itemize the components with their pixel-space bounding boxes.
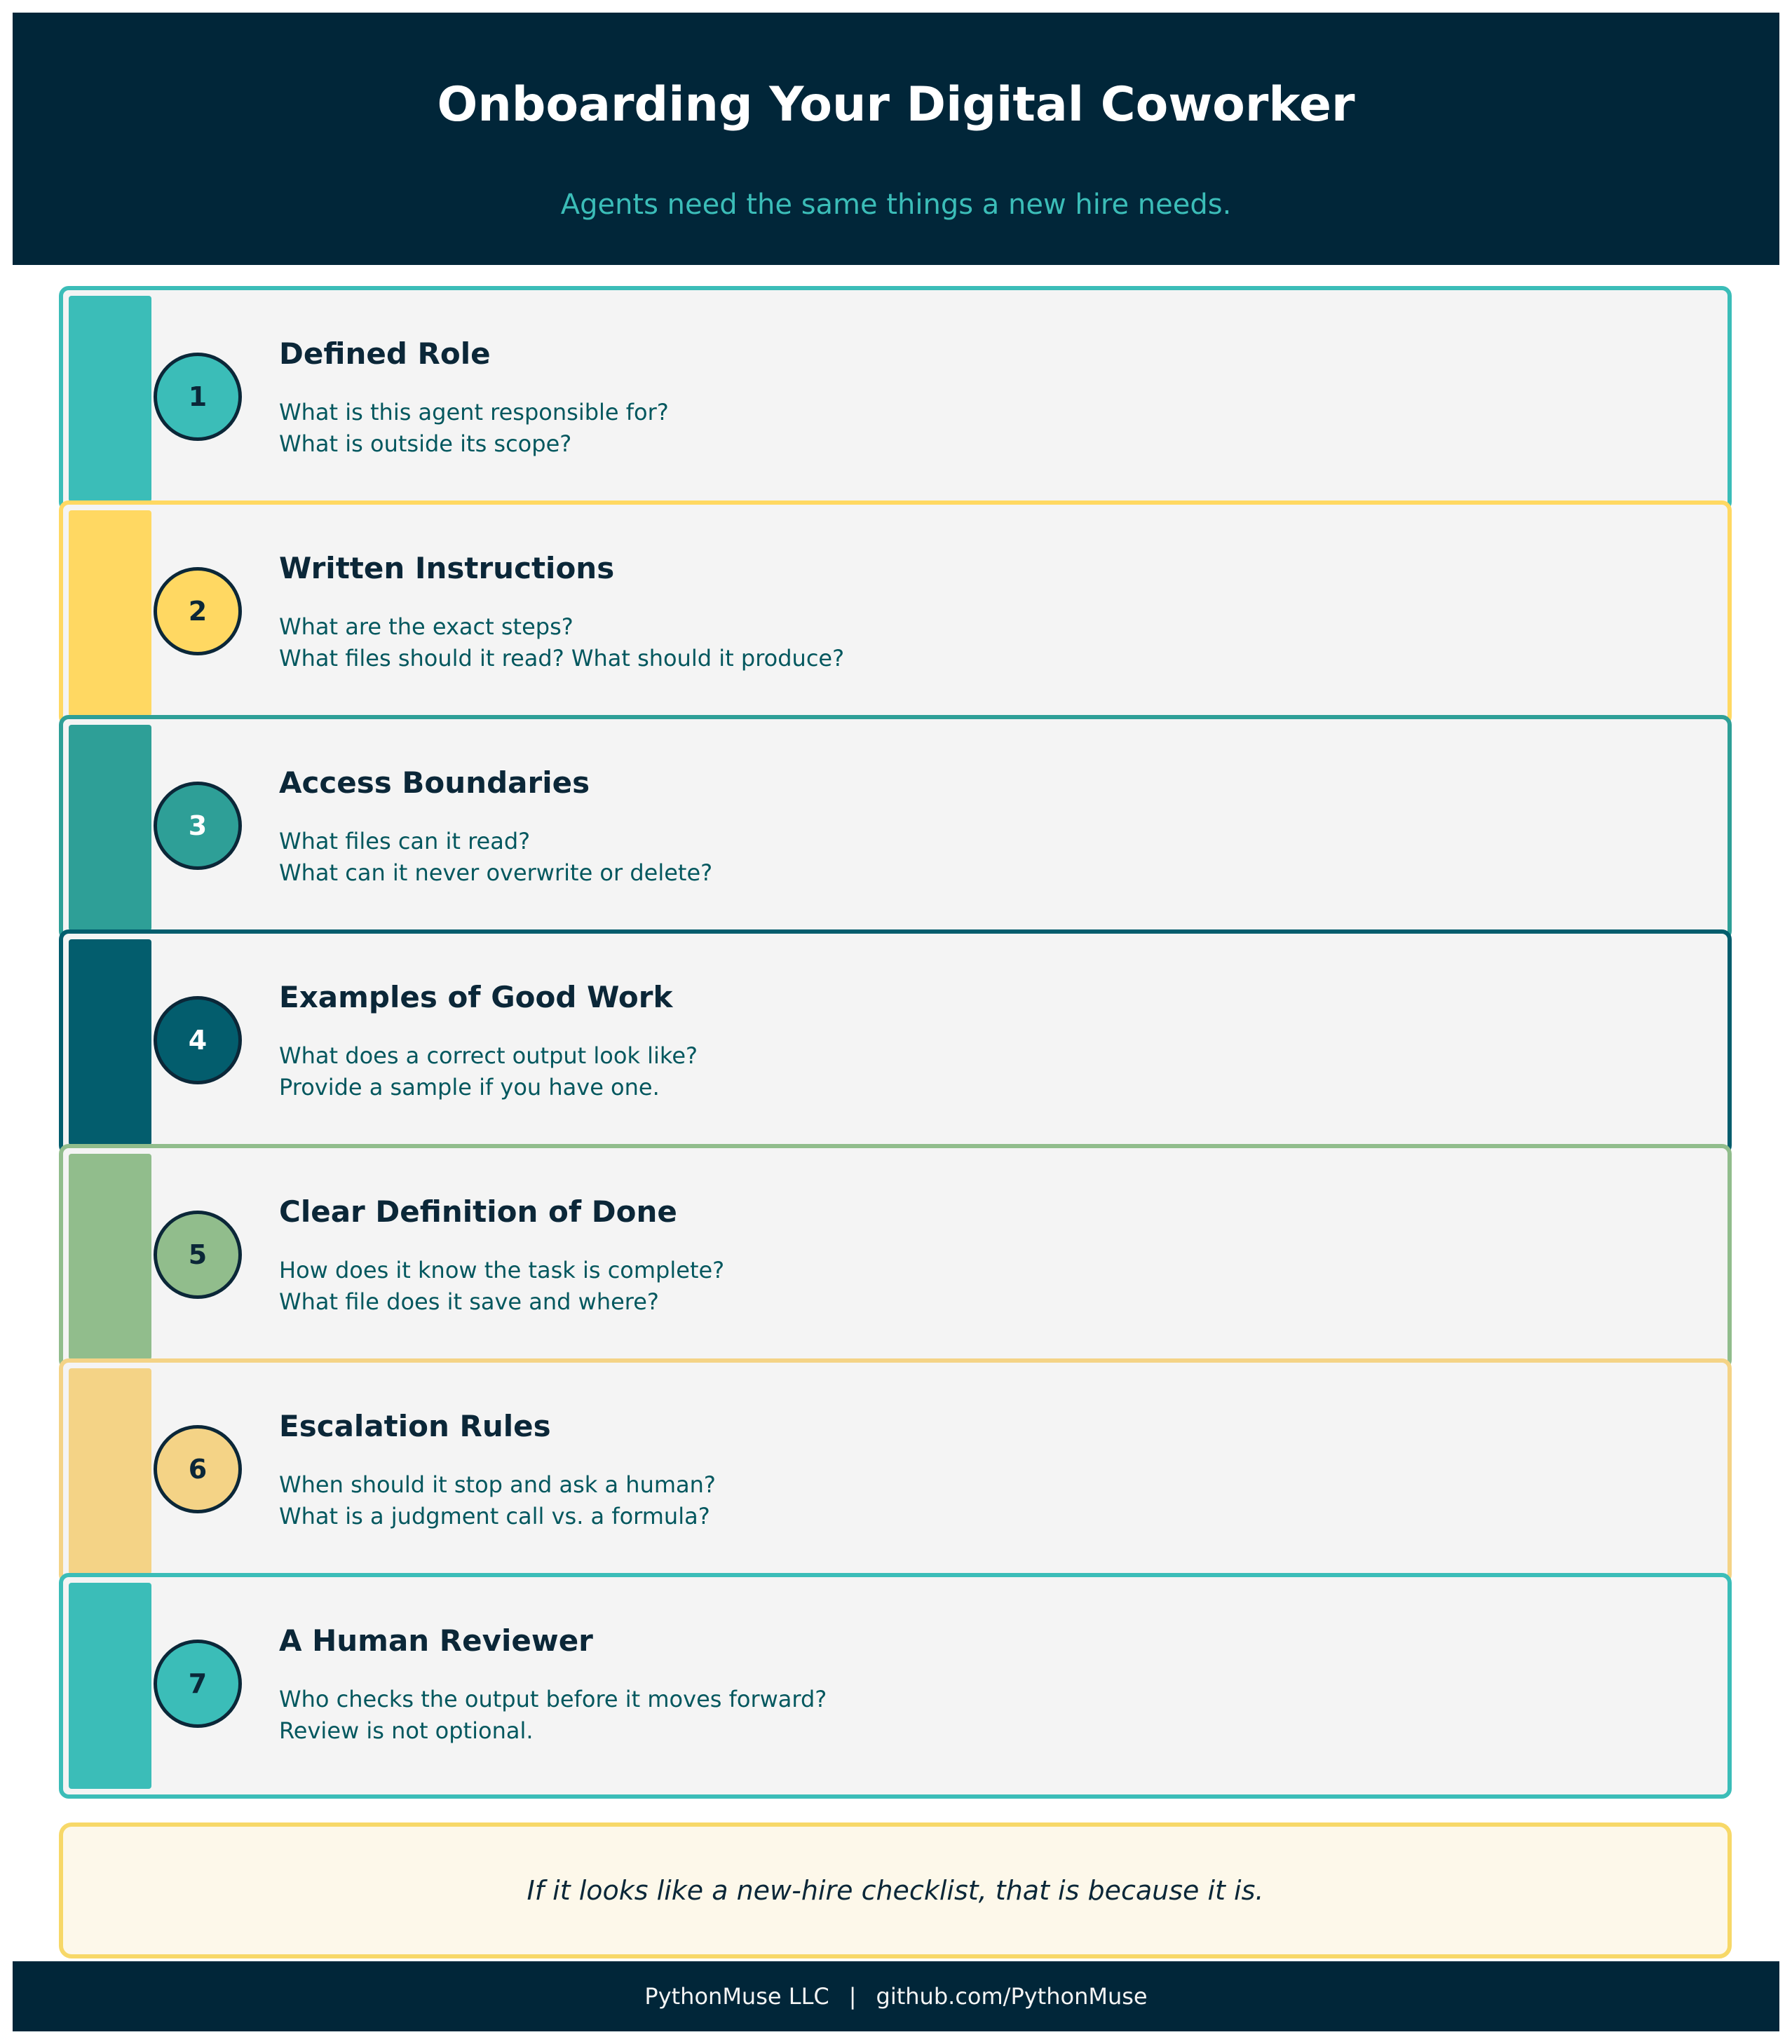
step-color-stripe <box>69 725 151 931</box>
step-question: Provide a sample if you have one. <box>279 1074 660 1101</box>
step-number-badge: 7 <box>154 1640 242 1728</box>
step-question: Review is not optional. <box>279 1717 534 1744</box>
header-banner <box>13 13 1779 265</box>
step-question: What can it never overwrite or delete? <box>279 859 713 886</box>
step-title: A Human Reviewer <box>279 1623 593 1658</box>
step-question: What are the exact steps? <box>279 613 573 640</box>
footer-separator: | <box>848 1983 857 2010</box>
step-title: Clear Definition of Done <box>279 1194 677 1229</box>
step-card <box>59 286 1732 512</box>
step-title: Defined Role <box>279 336 491 371</box>
step-color-stripe <box>69 939 151 1145</box>
step-title: Examples of Good Work <box>279 980 673 1014</box>
step-question: What is a judgment call vs. a formula? <box>279 1503 710 1529</box>
step-color-stripe <box>69 296 151 502</box>
step-question: Who checks the output before it moves forward? <box>279 1686 827 1712</box>
step-card <box>59 1573 1732 1799</box>
footer-link[interactable]: github.com/PythonMuse <box>876 1983 1148 2010</box>
step-card <box>59 929 1732 1155</box>
summary-note-text: If it looks like a new-hire checklist, that is because it is. <box>527 1875 1264 1906</box>
step-number-badge: 2 <box>154 567 242 655</box>
step-title: Written Instructions <box>279 551 615 585</box>
step-question: What file does it save and where? <box>279 1288 659 1315</box>
step-title: Access Boundaries <box>279 765 590 800</box>
page-title: Onboarding Your Digital Coworker <box>437 77 1355 132</box>
footer-bar <box>13 1961 1779 2031</box>
step-number-badge: 6 <box>154 1425 242 1513</box>
step-color-stripe <box>69 510 151 716</box>
step-question: What does a correct output look like? <box>279 1042 698 1069</box>
step-number-badge: 3 <box>154 782 242 870</box>
step-color-stripe <box>69 1154 151 1360</box>
step-card <box>59 1144 1732 1370</box>
page-subtitle: Agents need the same things a new hire needs. <box>560 189 1232 221</box>
step-number-badge: 5 <box>154 1211 242 1299</box>
step-card <box>59 1358 1732 1584</box>
step-color-stripe <box>69 1368 151 1574</box>
step-number-badge: 1 <box>154 353 242 441</box>
step-color-stripe <box>69 1583 151 1789</box>
onboarding-step-list <box>59 286 1732 1801</box>
step-card <box>59 715 1732 941</box>
step-number-badge: 4 <box>154 996 242 1084</box>
step-title: Escalation Rules <box>279 1409 551 1443</box>
step-question: What files can it read? <box>279 828 531 854</box>
summary-note <box>59 1822 1732 1958</box>
step-question: What is outside its scope? <box>279 430 572 457</box>
step-question: When should it stop and ask a human? <box>279 1471 716 1498</box>
step-card <box>59 500 1732 726</box>
step-question: What is this agent responsible for? <box>279 399 669 425</box>
footer-company: PythonMuse LLC <box>644 1983 829 2010</box>
step-question: How does it know the task is complete? <box>279 1257 725 1283</box>
step-question: What files should it read? What should it produce? <box>279 645 845 672</box>
